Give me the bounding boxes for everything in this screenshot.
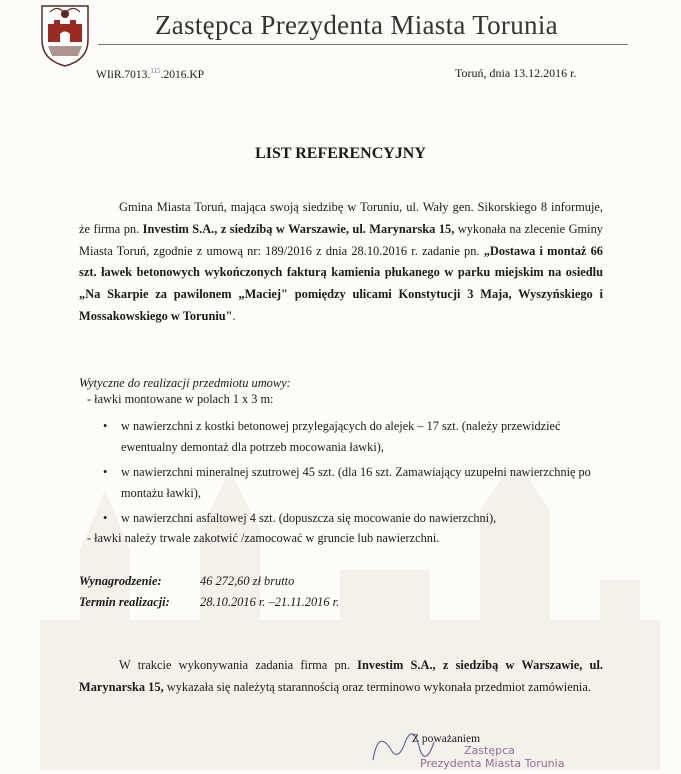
stamp-line-1: Zastępca [464,744,515,757]
intro-text-2: wykonała na zlecenie Gminy Miasta Toruń, zgodnie z umową nr: 189/2016 z dnia 28.10.2016 r. zadanie pn. [79,221,603,258]
wage-row [79,574,162,589]
closing-text-2: wykazała się należytą starannością oraz terminowo wykonała przedmiot zamówienia. [163,679,591,694]
office-title: Zastępca Prezydenta Miasta Torunia [155,10,558,40]
wage-value: 46 272,60 zł brutto [200,574,295,588]
guidelines-heading: Wytyczne do realizacji przedmiotu umowy: [79,376,291,390]
intro-text-3: . [232,308,236,323]
task-name: „Dostawa i montaż 66 szt. ławek betonowych wykończonych fakturą kamienia płukanego w parku miejskim na osiedlu „Na Skarpie za pawilonem „Maciej" pomiędzy ulicami Konstytucji 3 Maja, Wyszyńskiego i Mossakowskiego w Toruniu" [79,243,603,323]
wage-label: Wynagrodzenie: [79,574,162,588]
closing-contractor: Investim S.A., z siedzibą w Warszawie, ul. Marynarska 15, [79,658,603,694]
regards-text: Z poważaniem [412,733,481,745]
guideline-item-1: - ławki montowane w polach 1 x 3 m: [87,392,274,406]
reference-prefix: WIiR.7013. [96,68,151,81]
reference-suffix: .2016.KP [160,68,205,81]
term-label: Termin realizacji: [79,595,170,609]
term-value: 28.10.2016 r. –21.11.2016 r. [200,595,340,609]
place-date: Toruń, dnia 13.12.2016 r. [455,66,577,80]
guideline-bullets [103,416,603,533]
city-crest-logo [34,2,96,68]
intro-text-1: Gmina Miasta Toruń, mająca swoją siedzibę w Toruniu, ul. Wały gen. Sikorskiego 8 informuje, że firma pn. [79,200,603,236]
reference-handwritten: 115 [150,67,161,75]
closing-text-1: W trakcie wykonywania zadania firma pn. [119,658,358,672]
guideline-item-2: - ławki należy trwale zakotwić /zamocować w gruncie lub nawierzchni. [87,531,440,545]
term-row [79,595,170,610]
list-item: • w nawierzchni asfaltowej 4 szt. (dopuszcza się mocowanie do nawierzchni), [103,508,603,529]
reference-number [96,67,204,81]
official-stamp [420,744,564,770]
header-rule [98,44,628,45]
stamp-line-2: Prezydenta Miasta Torunia [420,757,565,770]
document-title: LIST REFERENCYJNY [255,145,426,162]
list-item: • w nawierzchni mineralnej szutrowej 45 szt. (dla 16 szt. Zamawiający uzupełni nawierzchnię po montażu ławki), [103,462,603,504]
intro-paragraph [79,197,603,328]
contractor-name: Investim S.A., z siedzibą w Warszawie, ul. Marynarska 15, [142,221,455,236]
list-item: • w nawierzchni z kostki betonowej przylegających do alejek – 17 szt. (należy przewidzieć ewentualny demontaż dla potrzeb mocowania ławki), [103,416,603,458]
closing-paragraph [79,655,603,699]
